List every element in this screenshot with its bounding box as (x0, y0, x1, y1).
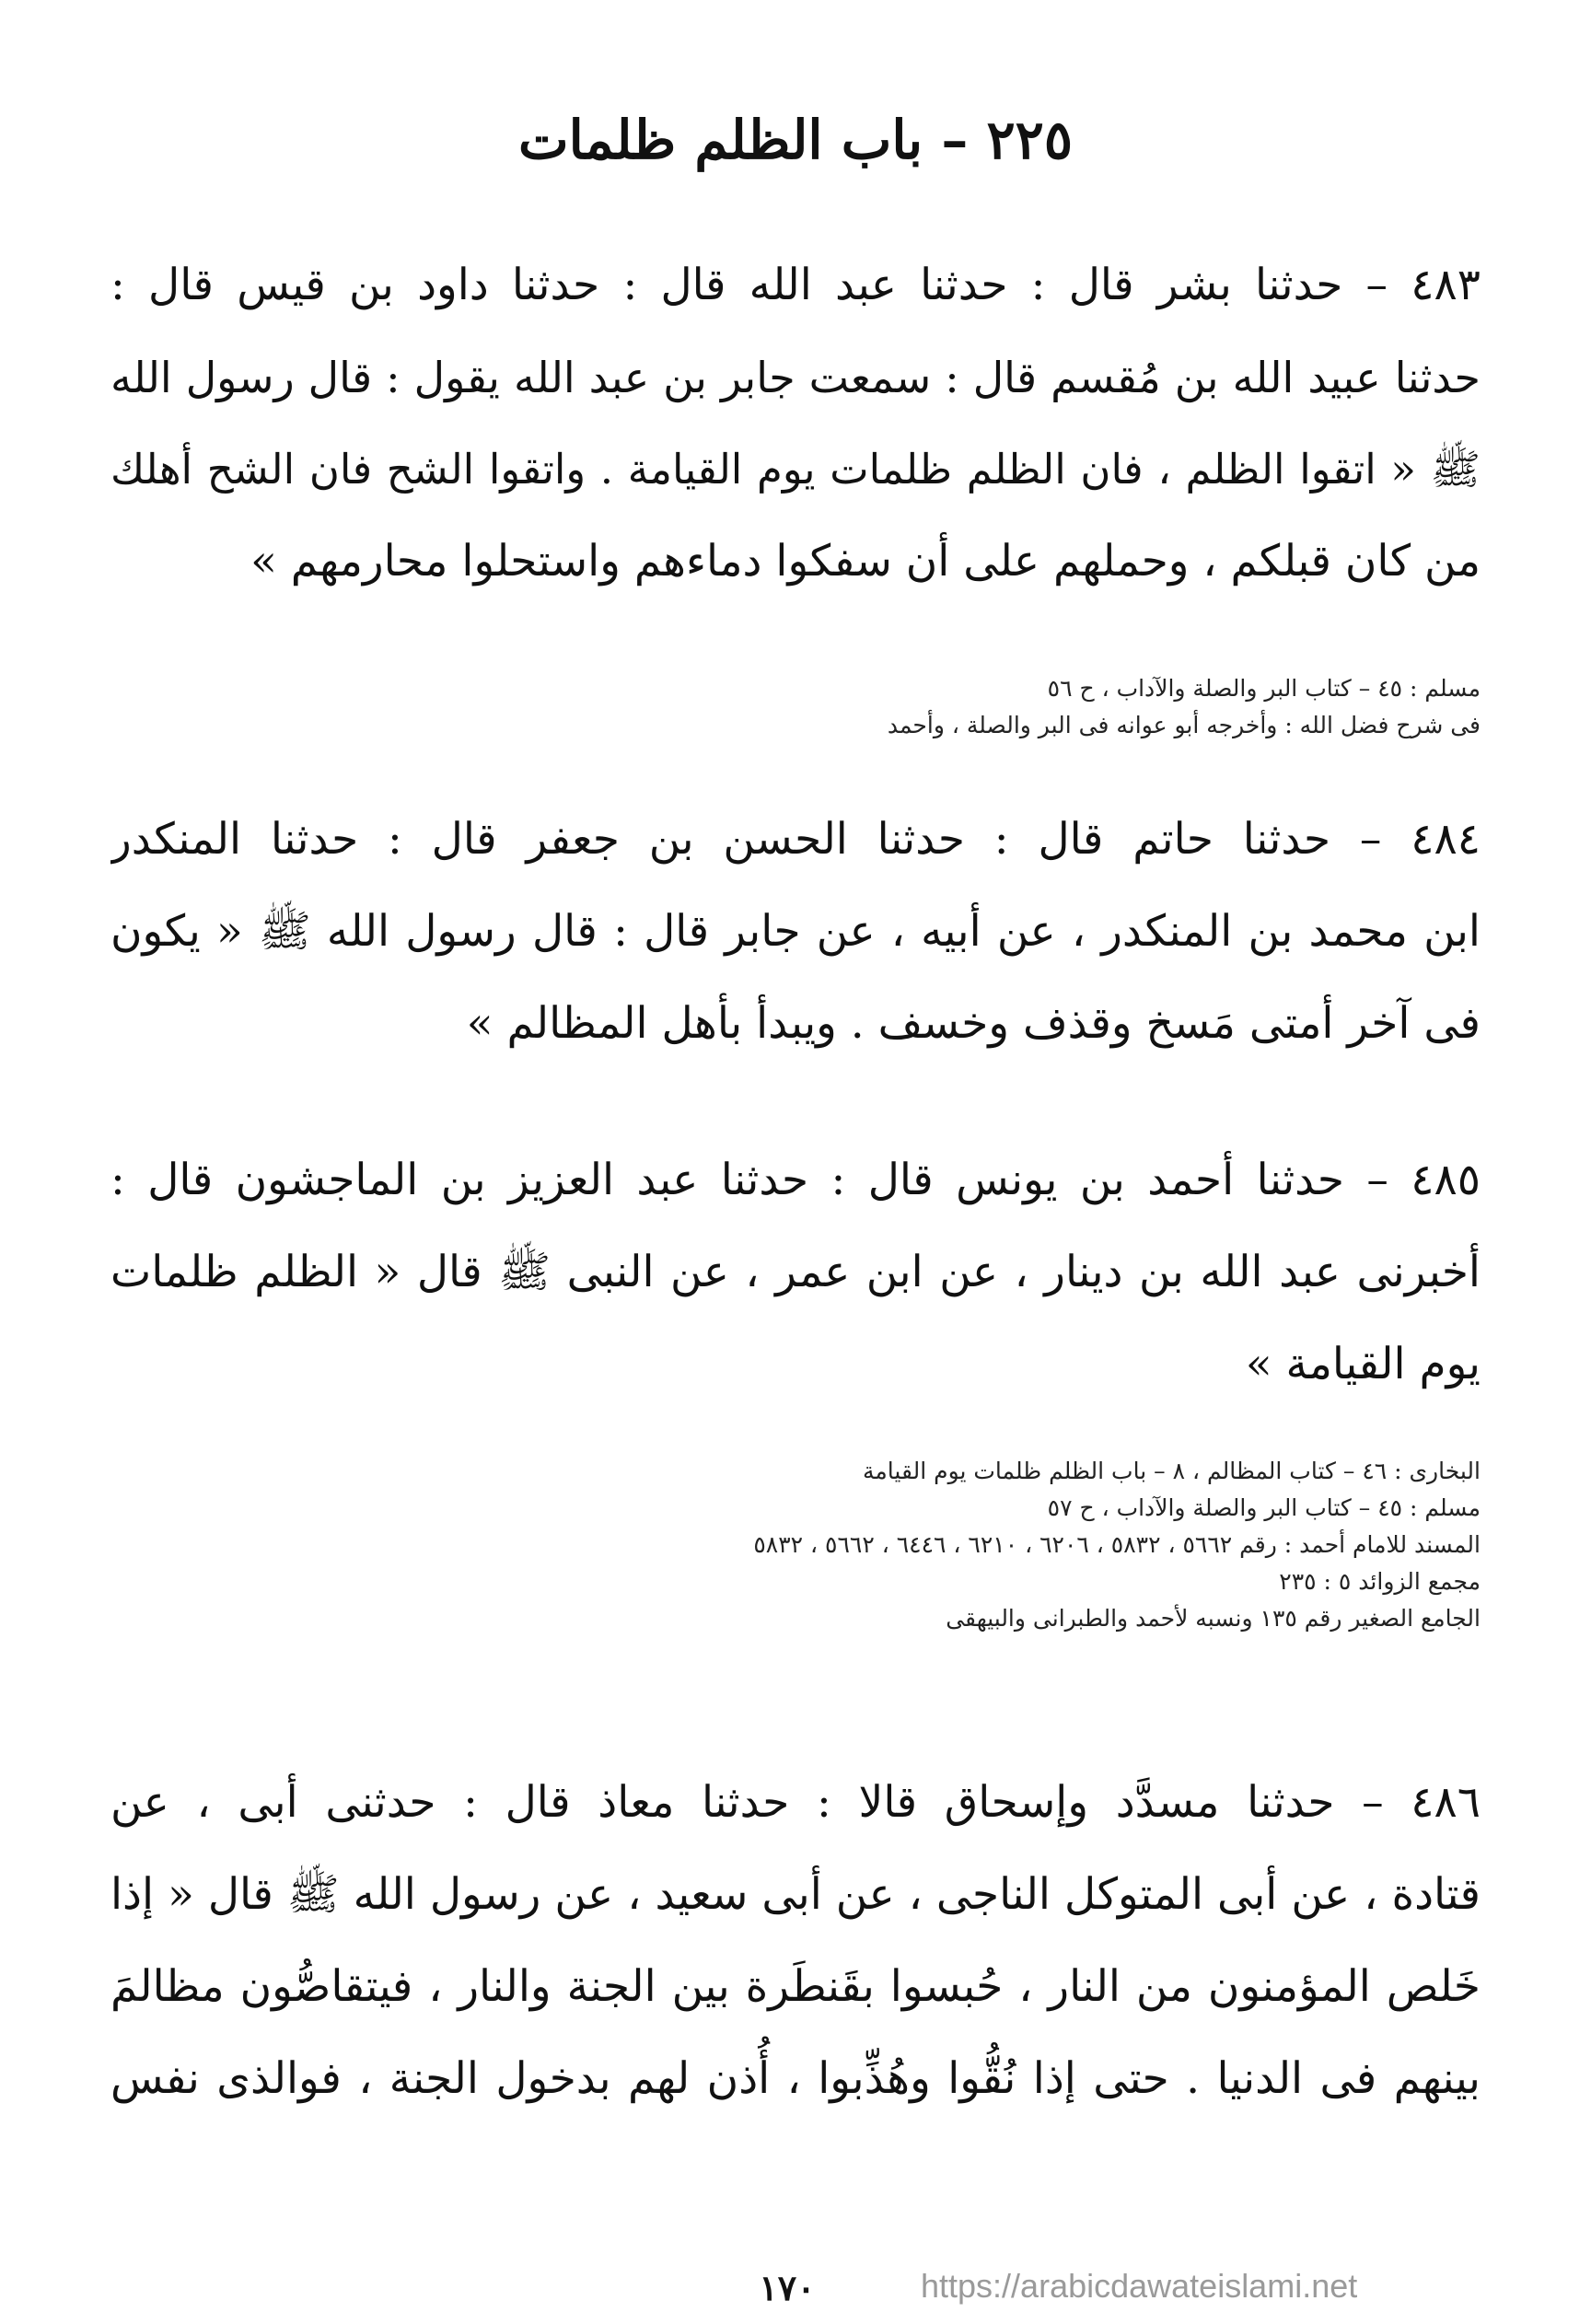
footnotes-485 (110, 1453, 1481, 1637)
hadith-485 (110, 1134, 1481, 1411)
hadith-line: ابن محمد بن المنكدر ، عن أبيه ، عن جابر قال : قال رسول الله ﷺ « يكون (110, 906, 1481, 957)
footnote: المسند للامام أحمد : رقم ٥٦٦٢ ، ٥٨٣٢ ، ٦٢٠٦ ، ٦٢١٠ ، ٦٤٤٦ ، ٥٦٦٢ ، ٥٨٣٢ (753, 1531, 1481, 1558)
page-number: ١٧٠ (759, 2267, 816, 2308)
hadith-line: بينهم فى الدنيا . حتى إذا نُقُّوا وهُذِّبوا ، أُذن لهم بدخول الجنة ، فوالذى نفس (110, 2053, 1481, 2104)
hadith-line: أخبرنى عبد الله بن دينار ، عن ابن عمر ، عن النبى ﷺ قال « الظلم ظلمات (110, 1247, 1481, 1297)
footnote: الجامع الصغير رقم ١٣٥ ونسبه لأحمد والطبرانى والبيهقى (946, 1605, 1481, 1632)
hadith-line: قتادة ، عن أبى المتوكل الناجى ، عن أبى سعيد ، عن رسول الله ﷺ قال « إذا (110, 1869, 1481, 1920)
footnote: البخارى : ٤٦ – كتاب المظالم ، ٨ – باب الظلم ظلمات يوم القيامة (862, 1458, 1481, 1484)
hadith-486 (110, 1757, 1481, 2125)
footnote: مسلم : ٤٥ – كتاب البر والصلة والآداب ، ح ٥٦ (1047, 675, 1481, 702)
footnote: مسلم : ٤٥ – كتاب البر والصلة والآداب ، ح ٥٧ (1047, 1494, 1481, 1521)
footnote: فى شرح فضل الله : وأخرجه أبو عوانه فى البر والصلة ، وأحمد (887, 712, 1481, 738)
hadith-line: ٤٨٣ – حدثنا بشر قال : حدثنا عبد الله قال : حدثنا داود بن قيس قال : (110, 260, 1481, 310)
hadith-line: من كان قبلكم ، وحملهم على أن سفكوا دماءهم واستحلوا محارمهم » (250, 536, 1481, 587)
hadith-484 (110, 794, 1481, 1070)
hadith-line: ﷺ « اتقوا الظلم ، فان الظلم ظلمات يوم القيامة . واتقوا الشح فان الشح أهلك (110, 445, 1481, 494)
hadith-line: خَلص المؤمنون من النار ، حُبسوا بقَنطَرة بين الجنة والنار ، فيتقاصُّون مظالمَ (110, 1961, 1481, 2012)
footnote: مجمع الزوائد ٥ : ٢٣٥ (1279, 1568, 1481, 1595)
hadith-line: حدثنا عبيد الله بن مُقسم قال : سمعت جابر بن عبد الله يقول : قال رسول الله (110, 353, 1481, 402)
hadith-line: يوم القيامة » (1245, 1339, 1481, 1389)
chapter-title: ٢٢٥ – باب الظلم ظلمات (518, 109, 1073, 171)
watermark-url: https://arabicdawateislami.net (921, 2267, 1358, 2305)
hadith-line: فى آخر أمتى مَسخ وقذف وخسف . ويبدأ بأهل المظالم » (466, 998, 1481, 1049)
hadith-line: ٤٨٥ – حدثنا أحمد بن يونس قال : حدثنا عبد العزيز بن الماجشون قال : (110, 1155, 1481, 1205)
hadith-483 (110, 239, 1481, 608)
hadith-line: ٤٨٦ – حدثنا مسدَّد وإسحاق قالا : حدثنا معاذ قال : حدثنى أبى ، عن (110, 1777, 1481, 1828)
hadith-line: ٤٨٤ – حدثنا حاتم قال : حدثنا الحسن بن جعفر قال : حدثنا المنكدر (110, 814, 1481, 865)
footnotes-483 (110, 670, 1481, 744)
